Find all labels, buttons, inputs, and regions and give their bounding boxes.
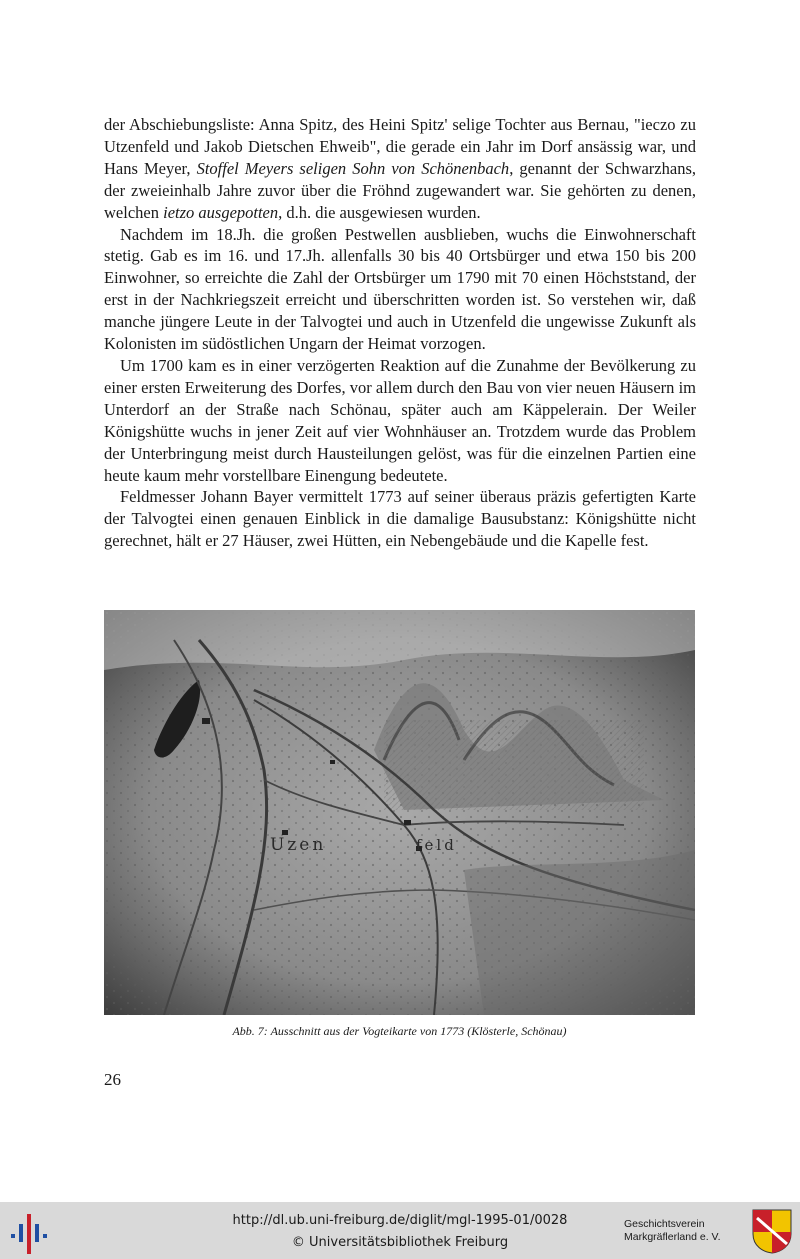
- page-number: 26: [104, 1070, 121, 1089]
- italic-quote-1: Stoffel Meyers seligen Sohn von Schönenbach: [196, 158, 510, 178]
- paragraph-3: Um 1700 kam es in einer verzögerten Reaktion auf die Zunahme der Bevölkerung zu einer ersten Erweiterung des Dorfes, vor allem durch den Bau von vier neuen Häusern im Unterdorf an der Straße nach Schönau, später auch am Käppelerain. Der Weiler Königshütte wuchs in jener Zeit auf vier Wohnhäuser an. Trotzdem wurde das Problem der Unterbringung meist durch Hausteilungen gelöst, was für die einzelnen Partien eine heute kaum mehr vorstellbare Einengung bedeutete.: [104, 355, 696, 485]
- paragraph-2: Nachdem im 18.Jh. die großen Pestwellen ausblieben, wuchs die Einwohnerschaft stetig. Gab es im 16. und 17.Jh. allenfalls 30 bis 40 Ortsbürger und etwa 150 bis 200 Einwohner, so erreichte die Zahl der Ortsbürger um 1790 mit 70 einen Höchststand, der erst in der Nachkriegszeit erreicht und überschritten worden ist. So verstehen wir, daß manche jüngere Leute in der Talvogtei und auch in Utzenfeld die ungewisse Zukunft als Kolonisten im südöstlichen Ungarn der Heimat vorzogen.: [104, 224, 696, 354]
- paragraph-4: Feldmesser Johann Bayer vermittelt 1773 auf seiner überaus präzis gefertigten Karte der Talvogtei einen genauen Einblick in die damalige Bausubstanz: Königshütte nicht gerechnet, hält er 27 Häuser, zwei Hütten, ein Nebengebäude und die Kapelle fest.: [104, 487, 696, 551]
- paragraph-1: der Abschiebungsliste: Anna Spitz, des Heini Spitz' selige Tochter aus Bernau, "ieczo zu Utzenfeld und Jakob Dietschen Ehweib", die gerade ein Jahr im Dorf ansässig war, und Hans Meyer, Stoffel Meyers seligen Sohn von Schönenbach, genannt der Schwarzhans, der zweieinhalb Jahre zuvor über die Fröhnd zugewandert war. Sie gehörten zu denen, welchen ietzo ausgepotten, d.h. die ausgewiesen wurden.: [104, 115, 696, 222]
- ub-freiburg-logo-icon[interactable]: [10, 1210, 48, 1254]
- map-label-right: feld: [416, 836, 457, 854]
- copyright-notice: © Universitätsbibliothek Freiburg: [291, 1235, 509, 1250]
- map-photo: [104, 610, 695, 1015]
- figure-caption: Abb. 7: Ausschnitt aus der Vogteikarte von 1773 (Klösterle, Schönau): [232, 1024, 567, 1038]
- permalink-url[interactable]: http://dl.ub.uni-freiburg.de/diglit/mgl-1995-01/0028: [232, 1213, 568, 1228]
- map-label-left: Uzen: [270, 835, 327, 855]
- coat-of-arms-icon: [751, 1208, 793, 1254]
- italic-quote-2: ietzo ausgepotten: [163, 202, 279, 222]
- society-name: Geschichtsverein Markgräflerland e. V.: [624, 1218, 721, 1243]
- footer-bar: [0, 1202, 800, 1259]
- article-body: [104, 114, 696, 552]
- historical-map-figure: [104, 610, 695, 1015]
